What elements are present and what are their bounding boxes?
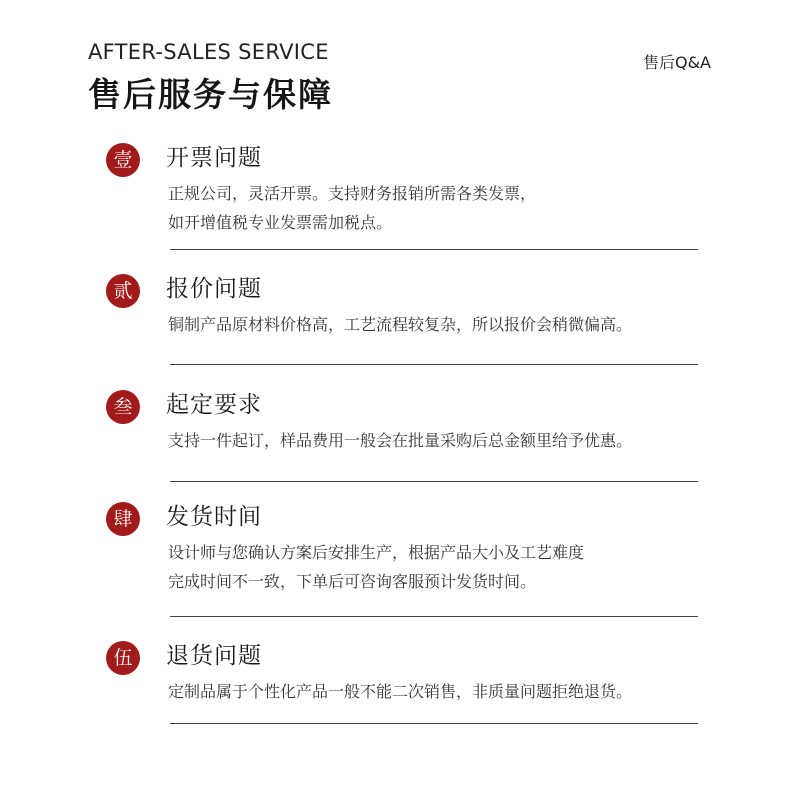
section-title: 起定要求 (166, 392, 262, 418)
section-number-badge: 壹 (106, 143, 140, 177)
section-description (168, 538, 584, 596)
description-line: 设计师与您确认方案后安排生产，根据产品大小及工艺难度 (168, 543, 585, 562)
header-title-cn: 售后服务与保障 (88, 75, 333, 114)
section-number-badge: 肆 (106, 502, 140, 536)
description-line: 完成时间不一致，下单后可咨询客服预计发货时间。 (168, 572, 537, 591)
section-title: 发货时间 (166, 504, 262, 530)
section-divider (170, 723, 698, 724)
description-line: 如开增值税专业发票需加税点。 (168, 213, 393, 232)
header-qa-label: 售后Q&A (642, 53, 711, 72)
section-number-badge: 伍 (106, 641, 140, 675)
section-number-badge: 贰 (106, 274, 140, 308)
header-title-en: AFTER-SALES SERVICE (88, 40, 329, 64)
section-description (168, 310, 632, 339)
section-description (168, 179, 536, 237)
section-divider (170, 249, 698, 250)
section-description (168, 677, 632, 706)
section-title: 开票问题 (166, 145, 262, 171)
description-line: 正规公司，灵活开票。支持财务报销所需各类发票， (168, 184, 537, 203)
section-title: 报价问题 (166, 276, 262, 302)
section-divider (170, 481, 698, 482)
section-number-badge: 叁 (106, 390, 140, 424)
section-divider (170, 616, 698, 617)
description-line: 定制品属于个性化产品一般不能二次销售，非质量问题拒绝退货。 (168, 682, 633, 701)
section-description (168, 426, 632, 455)
description-line: 支持一件起订，样品费用一般会在批量采购后总金额里给予优惠。 (168, 431, 633, 450)
section-title: 退货问题 (166, 643, 262, 669)
description-line: 铜制产品原材料价格高，工艺流程较复杂，所以报价会稍微偏高。 (168, 315, 633, 334)
section-divider (170, 364, 698, 365)
